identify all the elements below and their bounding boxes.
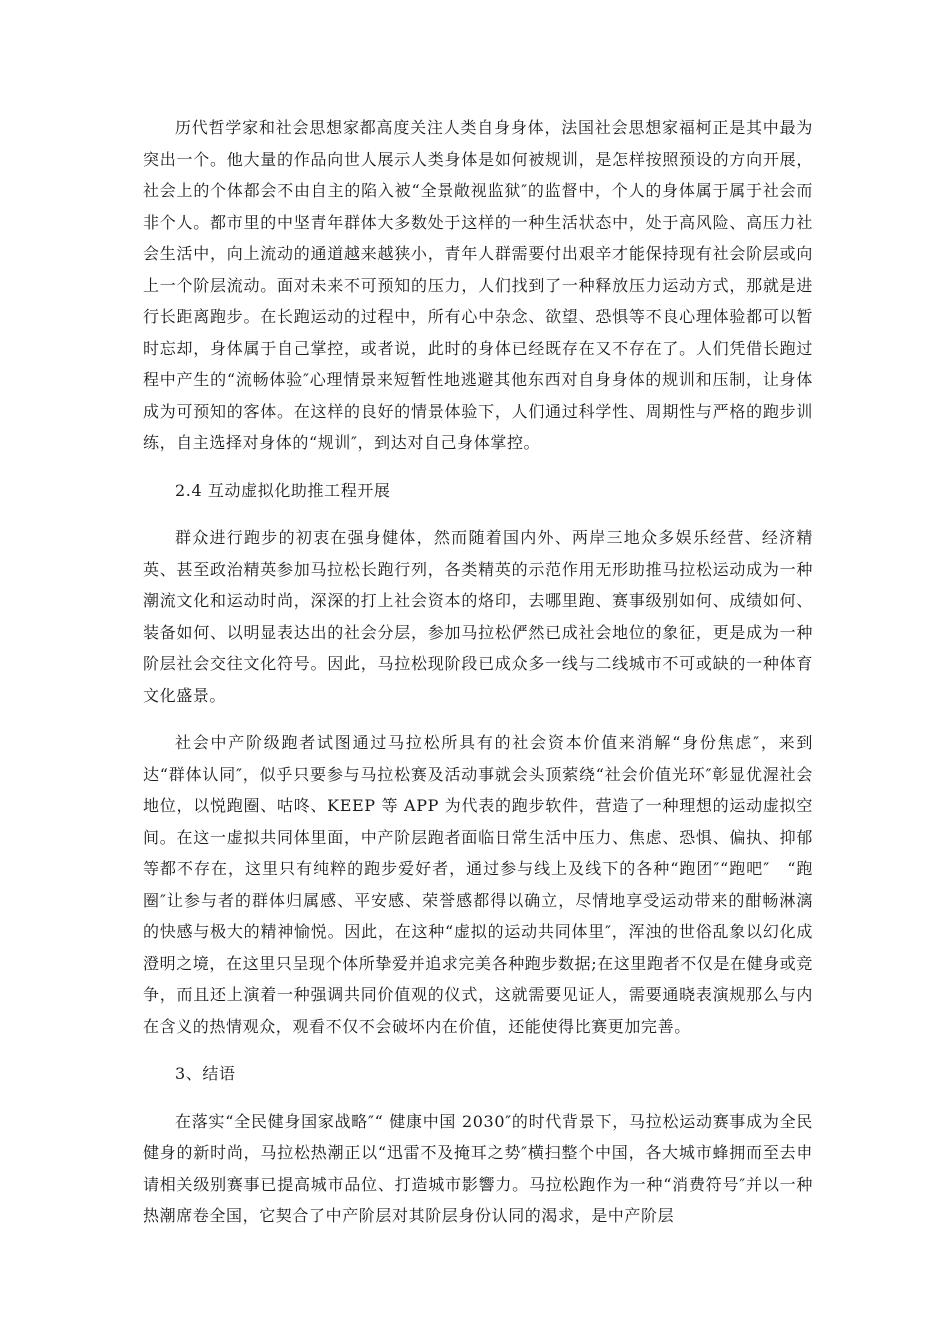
document-body	[143, 112, 813, 1248]
paragraph-foucault-body-discipline: 历代哲学家和社会思想家都高度关注人类自身身体，法国社会思想家福柯正是其中最为突出一个。他大量的作品向世人展示人类身体是如何被规训，是怎样按照预设的方向开展，社会上的个体都会不由自主的陷入被“全景敞视监狱″的监督中，个人的身体属于属于社会而非个人。都市里的中坚青年群体大多数处于这样的一种生活状态中，处于高风险、高压力社会生活中，向上流动的通道越来越狭小，青年人群需要付出艰辛才能保持现有社会阶层或向上一个阶层流动。面对未来不可预知的压力，人们找到了一种释放压力运动方式，那就是进行长距离跑步。在长跑运动的过程中，所有心中杂念、欲望、恐惧等不良心理体验都可以暂时忘却，身体属于自己掌控，或者说，此时的身体已经既存在又不存在了。人们凭借长跑过程中产生的“流畅体验″心理情景来短暂性地逃避其他东西对自身身体的规训和压制，让身体成为可预知的客体。在这样的良好的情景体验下，人们通过科学性、周期性与严格的跑步训练，自主选择对身体的“规训″，到达对自己身体掌控。	[143, 118, 813, 452]
paragraph-elite-demonstration: 群众进行跑步的初衷在强身健体，然而随着国内外、两岸三地众多娱乐经营、经济精英、甚至政治精英参加马拉松长跑行列，各类精英的示范作用无形助推马拉松运动成为一种潮流文化和运动时尚，深深的打上社会资本的烙印，去哪里跑、赛事级别如何、成绩如何、装备如何、以明显表达出的社会分层，参加马拉松俨然已成社会地位的象征，更是成为一种阶层社会交往文化符号。因此，马拉松现阶段已成众多一线与二线城市不可或缺的一种体育文化盛景。	[143, 528, 813, 705]
paragraph-conclusion: 在落实“全民健身国家战略″“ 健康中国 2030″的时代背景下，马拉松运动赛事成为全民健身的新时尚，马拉松热潮正以“迅雷不及掩耳之势″横扫整个中国，各大城市蜂拥而至去申请相关级别赛事已提高城市品位、打造城市影響力。马拉松跑作为一种“消费符号″并以一种热潮席卷全国，它契合了中产阶层对其阶层身份认同的渴求，是中产阶层	[143, 1111, 813, 1225]
section-heading-2-4: 2.4 互动虚拟化助推工程开展	[175, 480, 391, 500]
paragraph-virtual-community: 社会中产阶级跑者试图通过马拉松所具有的社会资本价值来消解“身份焦虑″，来到达“群体认同″，似乎只要参与马拉松赛及活动事就会头顶萦绕“社会价值光环″彰显优渥社会地位，以悦跑圈、咕咚、KEEP 等 APP 为代表的跑步软件，营造了一种理想的运动虚拟空间。在这一虚拟共同体里面，中产阶层跑者面临日常生活中压力、焦虑、恐惧、偏执、抑郁等都不存在，这里只有纯粹的跑步爱好者，通过参与线上及线下的各种“跑团″“跑吧″ “跑圈″让参与者的群体归属感、平安感、荣誉感都得以确立，尽情地享受运动带来的酣畅淋漓的快感与极大的精神愉悦。因此，在这种“虚拟的运动共同体里″，浑浊的世俗乱象以幻化成澄明之境，在这里只呈现个体所挚爱并追求完美各种跑步数据;在这里跑者不仅是在健身或竞争，而且还上演着一种强调共同价值观的仪式，这就需要见证人，需要通晓表演规那么与内在含义的热情观众，观看不仅不会破坏内在价值，还能使得比赛更加完善。	[143, 733, 813, 1036]
section-heading-conclusion: 3、结语	[175, 1064, 236, 1083]
